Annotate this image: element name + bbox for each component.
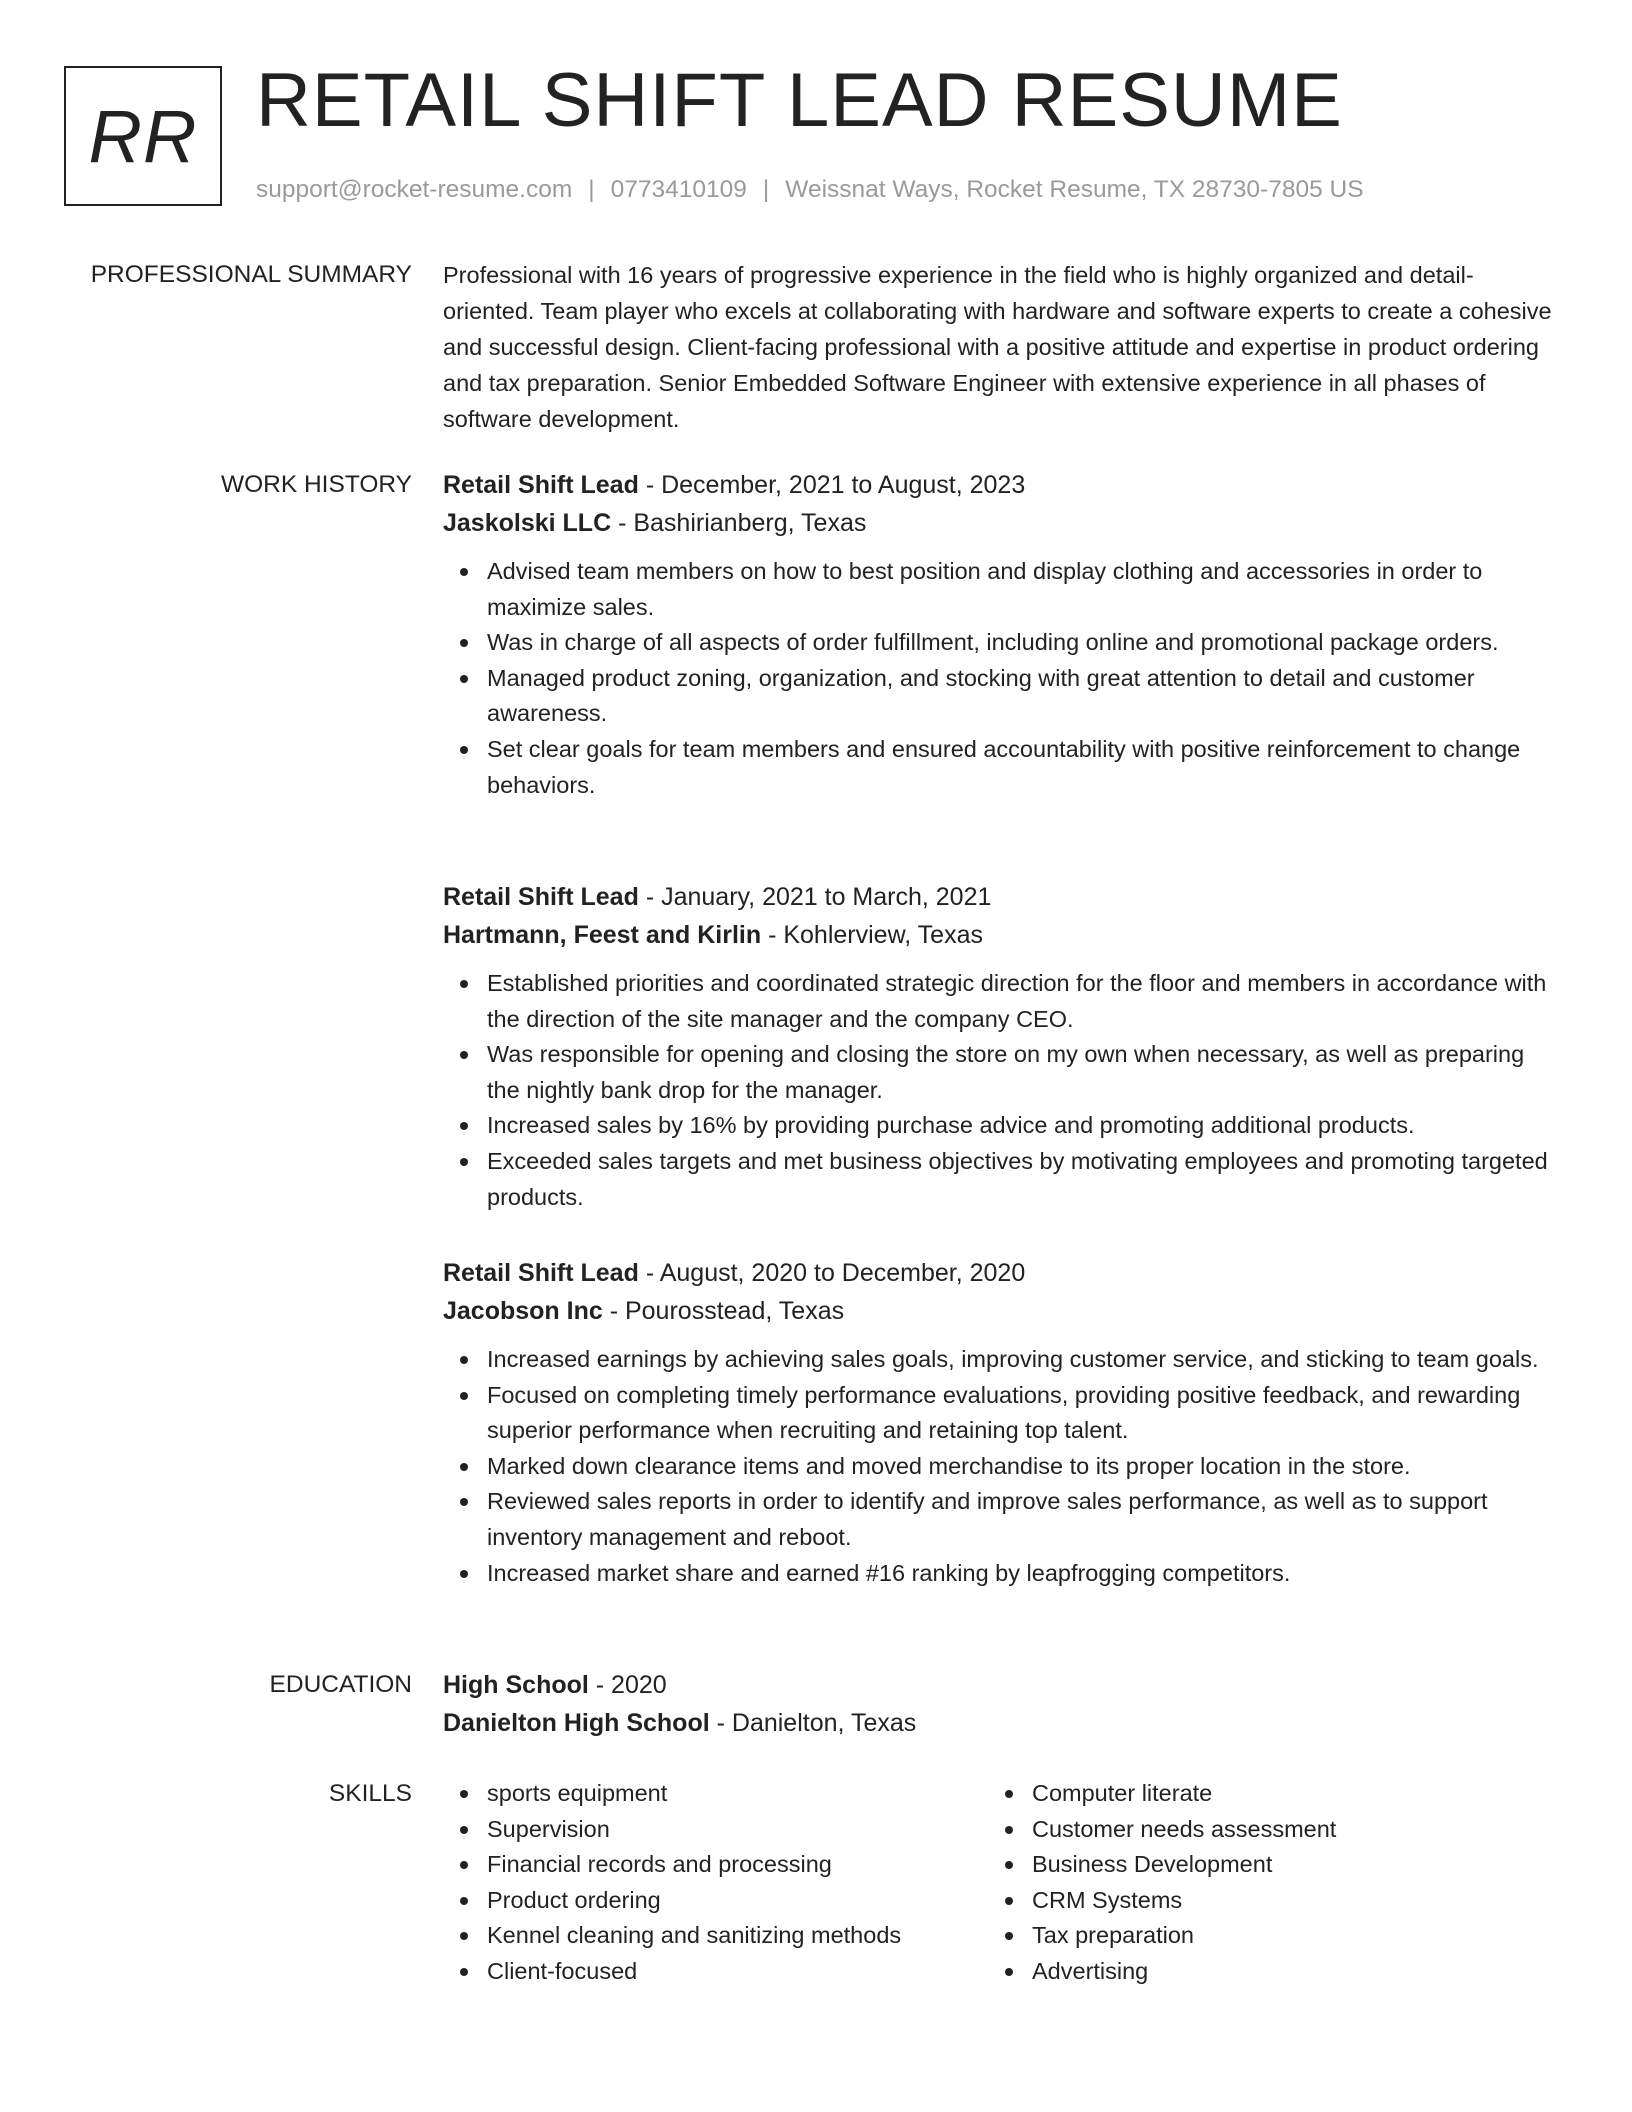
job-dates: - January, 2021 to March, 2021	[638, 883, 992, 911]
job-entry	[443, 466, 1553, 803]
job-bullet: Advised team members on how to best position and display clothing and accessories in order to maximize sales.	[443, 554, 1553, 625]
contact-phone: 0773410109	[610, 176, 747, 203]
job-bullet: Was responsible for opening and closing the store on my own when necessary, as well as preparing the nightly bank drop for the manager.	[443, 1037, 1553, 1108]
monogram-logo	[64, 66, 222, 206]
summary-section	[443, 257, 1553, 437]
skill-item: Customer needs assessment	[988, 1812, 1533, 1848]
skill-item: CRM Systems	[988, 1883, 1533, 1919]
section-label-education: EDUCATION	[269, 1671, 412, 1698]
job-entry	[443, 1254, 1553, 1591]
job-bullet: Set clear goals for team members and ensured accountability with positive reinforcement to change behaviors.	[443, 732, 1553, 803]
job-title: Retail Shift Lead	[443, 883, 639, 911]
school-location: - Danielton, Texas	[709, 1709, 917, 1737]
skills-column-left	[443, 1776, 988, 1990]
job-bullet: Focused on completing timely performance evaluations, providing positive feedback, and rewarding superior performance when recruiting and retaining top talent.	[443, 1378, 1553, 1449]
job-dates: - August, 2020 to December, 2020	[638, 1259, 1026, 1287]
skills-column-right	[988, 1776, 1533, 1990]
school-name: Danielton High School	[443, 1709, 710, 1737]
job-bullets	[443, 554, 1553, 803]
contact-email: support@rocket-resume.com	[256, 176, 573, 203]
contact-separator: |	[762, 176, 770, 203]
skill-item: Business Development	[988, 1847, 1533, 1883]
contact-line	[256, 172, 1364, 208]
resume-title: RETAIL SHIFT LEAD RESUME	[256, 58, 1343, 143]
company-name: Jaskolski LLC	[443, 509, 612, 537]
job-entry	[443, 878, 1553, 1215]
job-bullet: Increased sales by 16% by providing purchase advice and promoting additional products.	[443, 1108, 1553, 1144]
company-location: - Kohlerview, Texas	[761, 921, 983, 949]
skill-item: Computer literate	[988, 1776, 1533, 1812]
contact-address: Weissnat Ways, Rocket Resume, TX 28730-7805 US	[785, 176, 1364, 203]
company-line	[443, 1292, 1553, 1330]
skill-item: Client-focused	[443, 1954, 988, 1990]
degree-year: - 2020	[588, 1671, 667, 1699]
company-name: Jacobson Inc	[443, 1297, 603, 1325]
skill-item: Financial records and processing	[443, 1847, 988, 1883]
job-bullet: Exceeded sales targets and met business objectives by motivating employees and promoting targeted products.	[443, 1144, 1553, 1215]
skill-item: sports equipment	[443, 1776, 988, 1812]
job-bullet: Reviewed sales reports in order to identify and improve sales performance, as well as to support inventory management and reboot.	[443, 1484, 1553, 1555]
degree-name: High School	[443, 1671, 589, 1699]
job-dates: - December, 2021 to August, 2023	[638, 471, 1026, 499]
summary-text: Professional with 16 years of progressive experience in the field who is highly organized and detail-oriented. Team player who excels at collaborating with hardware and software experts to create a cohesive and successful design. Client-facing professional with a positive attitude and expertise in product ordering and tax preparation. Senior Embedded Software Engineer with extensive experience in all phases of software development.	[443, 262, 1552, 432]
skill-item: Advertising	[988, 1954, 1533, 1990]
job-bullet: Was in charge of all aspects of order fulfillment, including online and promotional package orders.	[443, 625, 1553, 661]
job-bullet: Established priorities and coordinated strategic direction for the floor and members in accordance with the direction of the site manager and the company CEO.	[443, 966, 1553, 1037]
skill-item: Tax preparation	[988, 1918, 1533, 1954]
monogram-initials: RR	[88, 94, 198, 178]
job-bullets	[443, 1342, 1553, 1591]
job-bullet: Increased market share and earned #16 ranking by leapfrogging competitors.	[443, 1556, 1553, 1592]
skill-item: Kennel cleaning and sanitizing methods	[443, 1918, 988, 1954]
job-bullet: Increased earnings by achieving sales goals, improving customer service, and sticking to team goals.	[443, 1342, 1553, 1378]
job-bullet: Managed product zoning, organization, and stocking with great attention to detail and customer awareness.	[443, 661, 1553, 732]
job-bullets	[443, 966, 1553, 1215]
section-label-summary: PROFESSIONAL SUMMARY	[90, 261, 412, 288]
contact-separator: |	[588, 176, 595, 203]
company-name: Hartmann, Feest and Kirlin	[443, 921, 762, 949]
job-title-line	[443, 878, 1553, 916]
section-label-skills: SKILLS	[328, 1780, 412, 1807]
company-location: - Bashirianberg, Texas	[611, 509, 867, 537]
job-title: Retail Shift Lead	[443, 471, 639, 499]
company-line	[443, 504, 1553, 542]
skill-item: Product ordering	[443, 1883, 988, 1919]
job-bullet: Marked down clearance items and moved merchandise to its proper location in the store.	[443, 1449, 1553, 1485]
degree-line	[443, 1666, 1553, 1704]
company-line	[443, 916, 1553, 954]
skills-list	[443, 1776, 1553, 1990]
company-location: - Pourosstead, Texas	[602, 1297, 845, 1325]
job-title-line	[443, 1254, 1553, 1292]
job-title: Retail Shift Lead	[443, 1259, 639, 1287]
job-title-line	[443, 466, 1553, 504]
section-label-work-history: WORK HISTORY	[220, 471, 412, 498]
education-entry	[443, 1666, 1553, 1742]
school-line	[443, 1704, 1553, 1742]
skill-item: Supervision	[443, 1812, 988, 1848]
